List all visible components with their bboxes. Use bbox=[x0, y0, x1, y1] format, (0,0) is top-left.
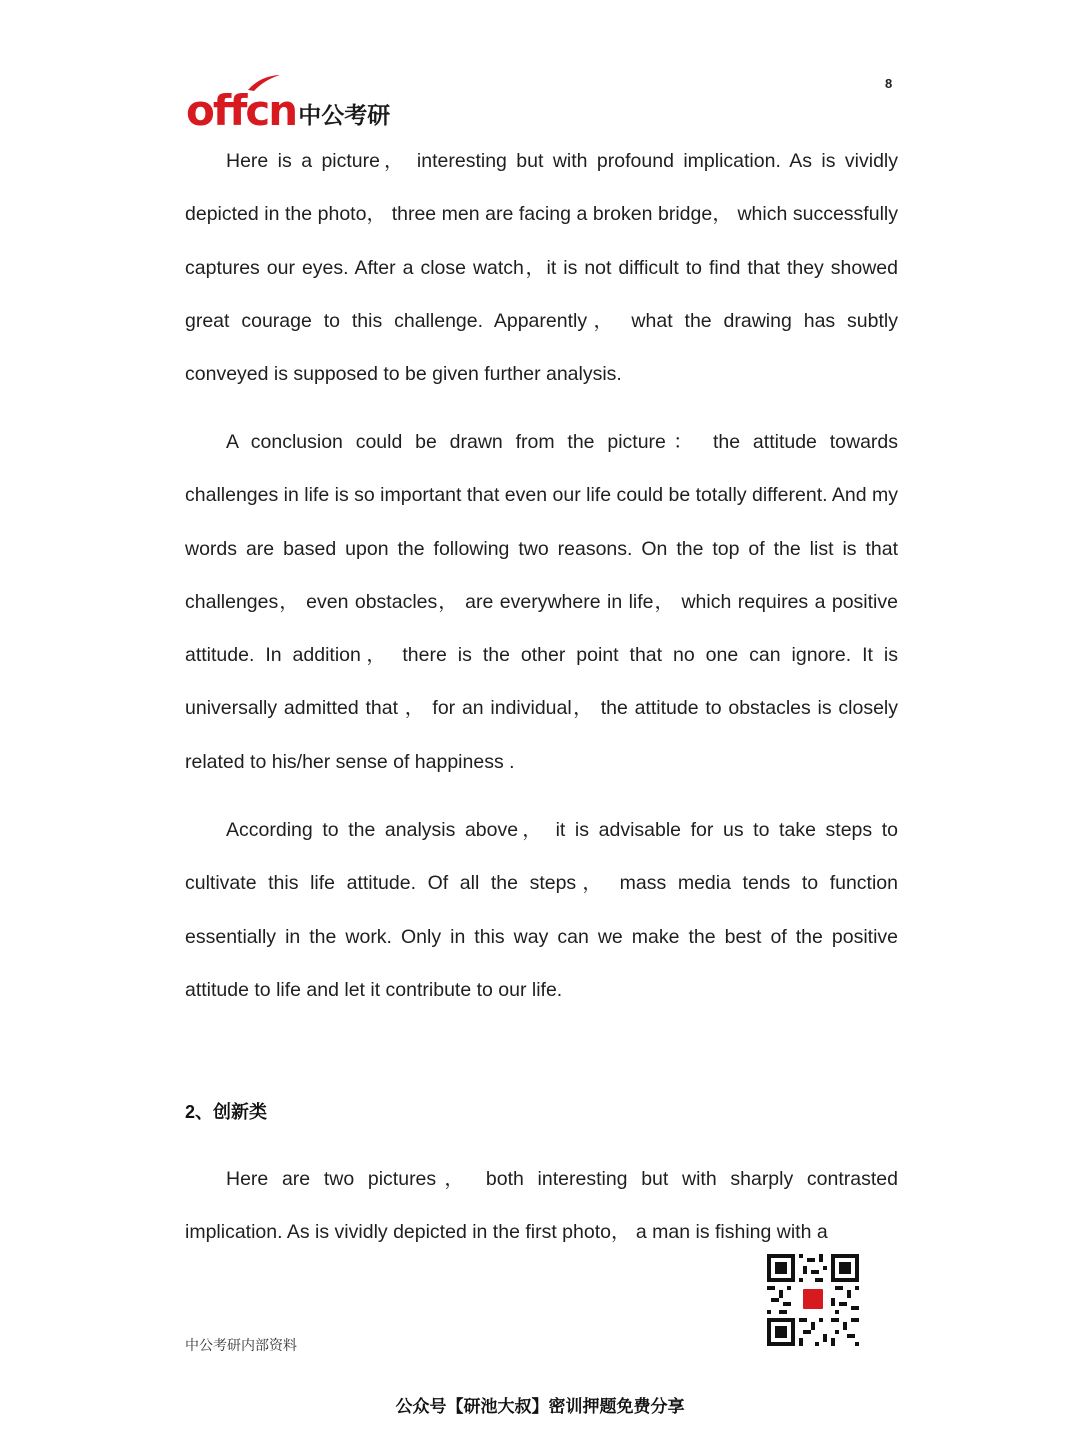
paragraph-4-text: Here are two pictures， both interesting but with sharply contrasted implication. As is vividly depicted in the first photo， a man is fishing with a bbox=[185, 1168, 898, 1244]
logo-cn-text: 中公考研 bbox=[298, 103, 391, 129]
paragraph-3-text: According to the analysis above， it is advisable for us to take steps to cultivate this life attitude. Of all the steps， mass media tends to function essentially in the work. Only in this way can we make the best of the positive attitude to life and let it contribute to our life. bbox=[185, 819, 898, 1001]
paragraph-1-text: Here is a picture， interesting but with profound implication. As is vividly depicted in the photo， three men are facing a broken bridge， which successfully captures our eyes. After a close watch，it is not difficult to find that they showed great courage to this challenge. Apparently， what the drawing has subtly conveyed is supposed to be given further analysis. bbox=[185, 150, 898, 386]
footer-note: 中公考研内部资料 bbox=[185, 1338, 297, 1354]
paragraph-2 bbox=[185, 416, 898, 789]
bottom-banner: 公众号【研池大叔】密训押题免费分享 bbox=[395, 1397, 685, 1416]
paragraph-3 bbox=[185, 804, 898, 1017]
qr-code-icon bbox=[767, 1254, 859, 1346]
logo-latin-text: offcn bbox=[186, 86, 297, 135]
section-heading: 2、创新类 bbox=[185, 1102, 268, 1122]
page-number: 8 bbox=[885, 76, 893, 91]
paragraph-4 bbox=[185, 1153, 898, 1260]
logo-swoosh-icon bbox=[246, 74, 282, 92]
paragraph-2-text: A conclusion could be drawn from the picture： the attitude towards challenges in life is so important that even our life could be totally different. And my words are based upon the following two reasons. On the top of the list is that challenges， even obstacles， are everywhere in life， which requires a positive attitude. In addition， there is the other point that no one can ignore. It is universally admitted that ， for an individual， the attitude to obstacles is closely related to his/her sense of happiness . bbox=[185, 431, 898, 773]
paragraph-1 bbox=[185, 135, 898, 401]
offcn-logo bbox=[186, 80, 391, 135]
qr-logo-icon bbox=[801, 1287, 825, 1311]
